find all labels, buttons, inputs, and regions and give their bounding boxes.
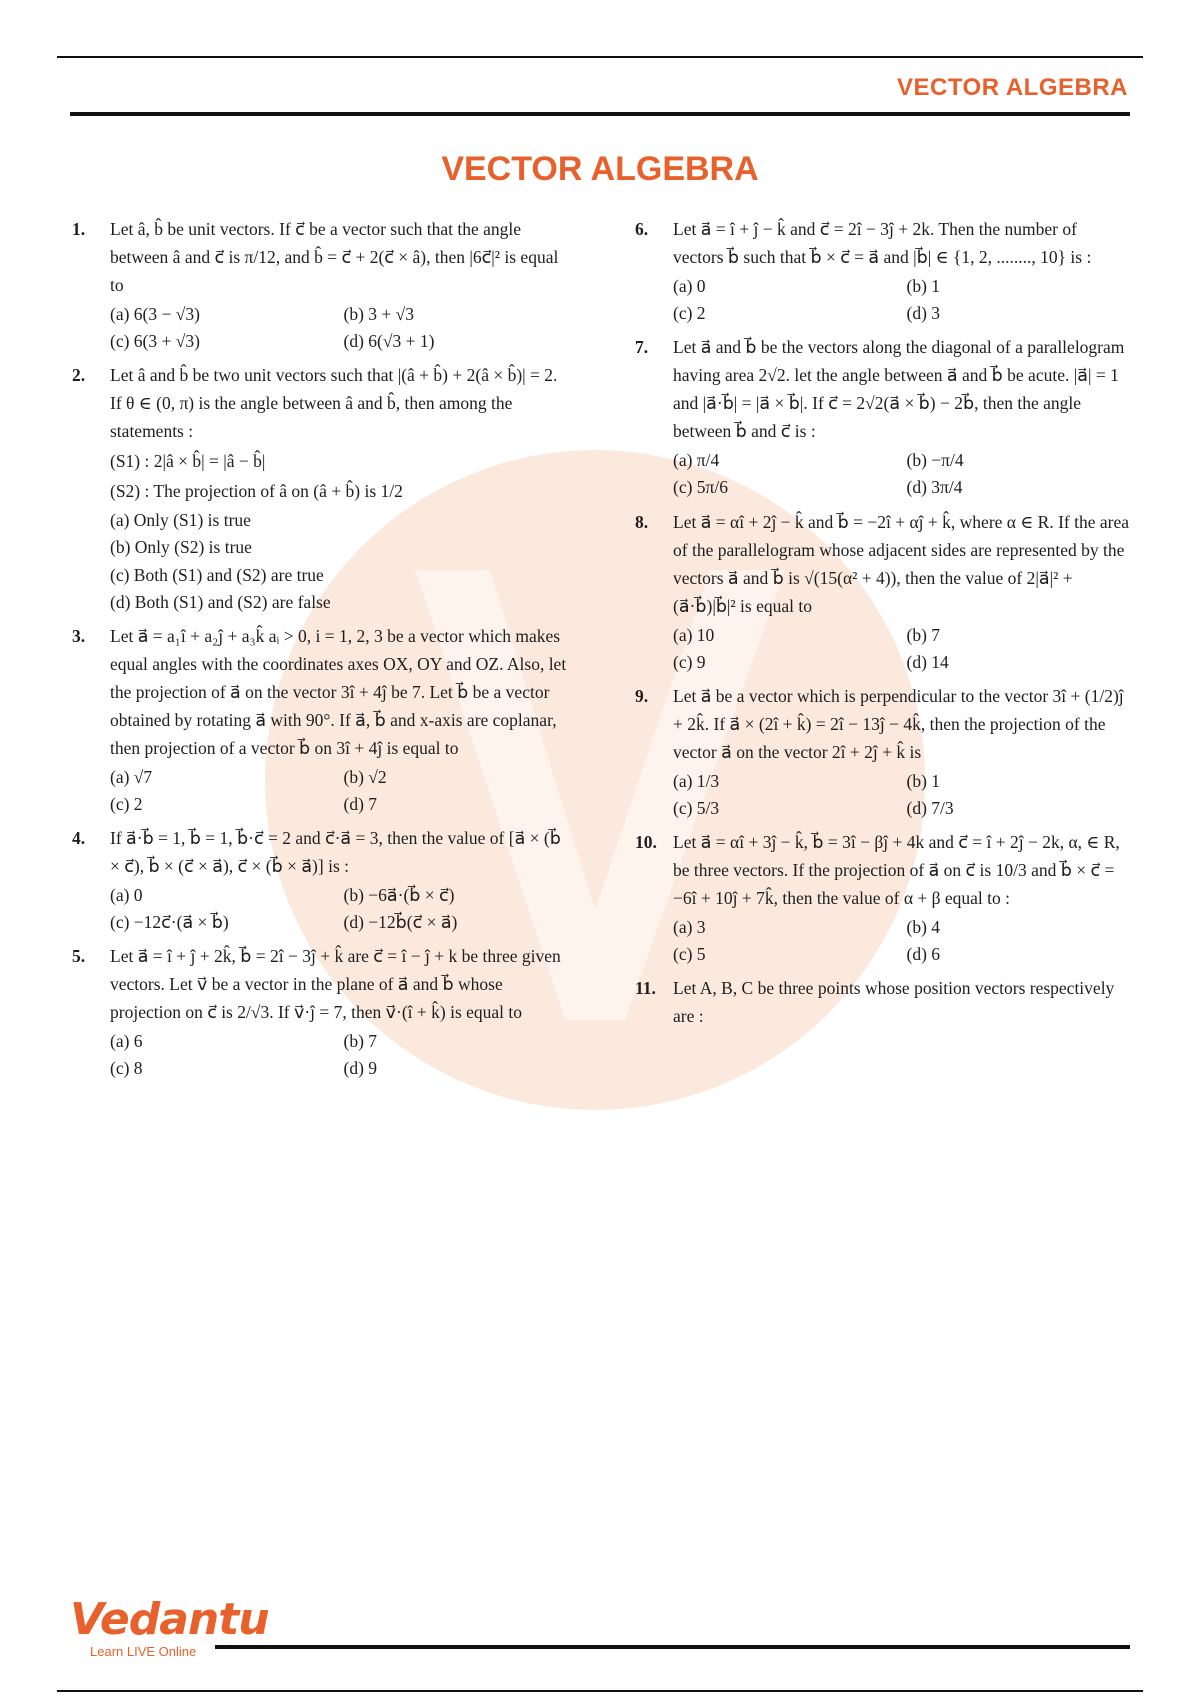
option-a: (a) Only (S1) is true: [110, 510, 251, 531]
question-number: 2.: [72, 365, 86, 386]
option-b: (b) Only (S2) is true: [110, 537, 252, 558]
option-c: (c) 9: [673, 651, 706, 672]
question-stem: Let A, B, C be three points whose position vectors respectively are :: [673, 978, 1115, 1027]
question-stem: Let â and b̂ be two unit vectors such that |(â + b̂) + 2(â × b̂)| = 2. If θ ∈ (0, π) is the angle between â and b̂, then among the statements :: [110, 365, 558, 442]
option-c: (c) 8: [110, 1058, 143, 1079]
option-d: (d) 6: [906, 944, 941, 965]
option-d: (d) 7: [343, 793, 378, 814]
option-c: (c) 2: [110, 793, 143, 814]
question-stem: Let a⃗ and b⃗ be the vectors along the diagonal of a parallelogram having area 2√2. let the angle between a⃗ and b⃗ be acute. |a⃗| = 1 and |a⃗·b⃗| = |a⃗ × b⃗|. If c⃗ = 2√2(a⃗ × b⃗) − 2b⃗, then the angle between b⃗ and c⃗ is :: [673, 337, 1125, 442]
logo-wordmark: Vedantu: [70, 1594, 269, 1645]
option-d: (d) 14: [906, 651, 949, 672]
footer-rule: [215, 1645, 1130, 1649]
option-c: (c) 5/3: [673, 797, 720, 818]
option-d: (d) 6(√3 + 1): [343, 331, 435, 352]
option-b: (b) √2: [343, 766, 387, 787]
question-number: 10.: [635, 832, 657, 852]
options: [110, 882, 567, 936]
question-number: 11.: [635, 978, 656, 999]
options: [673, 914, 1130, 968]
option-a: (a) 6(3 − √3): [110, 304, 200, 324]
option-c: (c) −12c⃗·(a⃗ × b⃗): [110, 912, 229, 933]
question-3: [72, 622, 567, 818]
options: [110, 301, 567, 355]
option-b: (b) 3 + √3: [343, 304, 415, 324]
question-stem: Let a⃗ = î + ĵ + 2k̂, b⃗ = 2î − 3ĵ + k̂ are c⃗ = î − ĵ + k be three given vectors. Let v⃗ be a vector in the plane of a⃗ and b⃗ whose projection on c⃗ is 2/√3. If v⃗·ĵ = 7, then v⃗·(î + k̂) is equal to: [110, 946, 561, 1023]
option-a: (a) 6: [110, 1031, 143, 1052]
running-header: VECTOR ALGEBRA: [896, 74, 1128, 101]
option-c: (c) 6(3 + √3): [110, 331, 200, 352]
question-1: [72, 215, 567, 355]
option-c: (c) 5π/6: [673, 477, 728, 498]
option-c: (c) 5: [673, 944, 706, 965]
option-a: (a) √7: [110, 766, 153, 787]
question-8: [635, 508, 1130, 676]
question-number: 1.: [72, 219, 86, 239]
question-stem: Let â, b̂ be unit vectors. If c⃗ be a vector such that the angle between â and c⃗ is π/12, and b̂ = c⃗ + 2(c⃗ × â), then |6c⃗|² is equal to: [110, 219, 559, 295]
question-4: [72, 824, 567, 936]
question-number: 3.: [72, 625, 86, 646]
option-a: (a) 1/3: [673, 770, 720, 791]
question-7: [635, 333, 1130, 501]
bottom-rule: [57, 1690, 1143, 1692]
page-title: VECTOR ALGEBRA: [441, 150, 759, 188]
vedantu-logo: [70, 1594, 269, 1659]
question-2: [72, 361, 567, 616]
question-number: 7.: [635, 337, 649, 358]
question-stem: If a⃗·b⃗ = 1, b⃗ = 1, b⃗·c⃗ = 2 and c⃗·a⃗ = 3, then the value of [a⃗ × (b⃗ × c⃗), b⃗ × (c⃗ × a⃗), c⃗ × (b⃗ × a⃗)] is :: [110, 828, 561, 876]
options: [673, 768, 1130, 822]
options: [673, 622, 1130, 676]
left-column: [72, 215, 567, 1089]
top-rule: [57, 56, 1143, 58]
option-c: (c) 2: [673, 303, 706, 324]
option-a: (a) π/4: [673, 450, 720, 471]
question-number: 6.: [635, 219, 649, 239]
question-stem: Let a⃗ be a vector which is perpendicular to the vector 3î + (1/2)ĵ + 2k̂. If a⃗ × (2î + k̂) = 2î − 13ĵ − 4k̂, then the projection of the vector a⃗ on the vector 2î + 2ĵ + k̂ is: [673, 685, 1124, 762]
option-b: (b) 7: [343, 1031, 378, 1052]
statement-s1: (S1) : 2|â × b̂| = |â − b̂|: [110, 451, 266, 472]
question-11: [635, 974, 1130, 1030]
statement-s2: (S2) : The projection of â on (â + b̂) is 1/2: [110, 481, 403, 502]
right-column: [635, 215, 1130, 1036]
option-a: (a) 0: [673, 276, 706, 296]
question-number: 4.: [72, 828, 86, 848]
options: [110, 764, 567, 818]
question-5: [72, 942, 567, 1082]
option-b: (b) 4: [906, 917, 941, 937]
options: [110, 1028, 567, 1082]
question-6: [635, 215, 1130, 327]
option-d: (d) −12b⃗(c⃗ × a⃗): [343, 912, 458, 933]
question-stem: Let a⃗ = αî + 2ĵ − k̂ and b⃗ = −2î + αĵ + k̂, where α ∈ R. If the area of the parallelogram whose adjacent sides are represented by the vectors a⃗ and b⃗ is √(15(α² + 4)), then the value of 2|a⃗|² + (a⃗·b⃗)|b⃗|² is equal to: [673, 511, 1129, 616]
option-a: (a) 3: [673, 917, 706, 937]
option-b: (b) −6a⃗·(b⃗ × c⃗): [343, 885, 455, 905]
logo-tagline: Learn LIVE Online: [90, 1644, 197, 1659]
option-d: (d) 9: [343, 1058, 378, 1079]
question-number: 8.: [635, 511, 649, 532]
options: [673, 273, 1130, 327]
option-b: (b) 1: [906, 276, 941, 296]
header-rule: [70, 112, 1130, 116]
options: [110, 507, 567, 616]
question-10: [635, 828, 1130, 968]
option-d: (d) 3π/4: [906, 477, 963, 498]
question-stem: Let a⃗ = a₁î + a₂ĵ + a₃k̂ aᵢ > 0, i = 1, 2, 3 be a vector which makes equal angles with the coordinates axes OX, OY and OZ. Also, let the projection of a⃗ on the vector 3î + 4ĵ be 7. Let b⃗ be a vector obtained by rotating a⃗ with 90°. If a⃗, b⃗ and x-axis are coplanar, then projection of a vector b⃗ on 3î + 4ĵ is equal to: [110, 625, 567, 758]
question-number: 5.: [72, 946, 86, 967]
option-d: (d) 3: [906, 303, 941, 324]
option-c: (c) Both (S1) and (S2) are true: [110, 564, 324, 585]
question-stem: Let a⃗ = αî + 3ĵ − k̂, b⃗ = 3î − βĵ + 4k and c⃗ = î + 2ĵ − 2k, α, ∈ R, be three vectors. If the projection of a⃗ on c⃗ is 10/3 and b⃗ × c⃗ = −6î + 10ĵ + 7k̂, then the value of α + β equal to :: [673, 832, 1120, 908]
option-a: (a) 0: [110, 885, 143, 905]
question-number: 9.: [635, 685, 649, 706]
options: [673, 447, 1130, 501]
option-d: (d) 7/3: [906, 797, 954, 818]
option-a: (a) 10: [673, 624, 715, 645]
option-b: (b) −π/4: [906, 450, 964, 471]
option-d: (d) Both (S1) and (S2) are false: [110, 591, 331, 612]
question-9: [635, 682, 1130, 822]
option-b: (b) 7: [906, 624, 941, 645]
question-stem: Let a⃗ = î + ĵ − k̂ and c⃗ = 2î − 3ĵ + 2k. Then the number of vectors b⃗ such that b⃗ × c⃗ = a⃗ and |b⃗| ∈ {1, 2, ........, 10} is :: [673, 219, 1092, 267]
option-b: (b) 1: [906, 770, 941, 791]
